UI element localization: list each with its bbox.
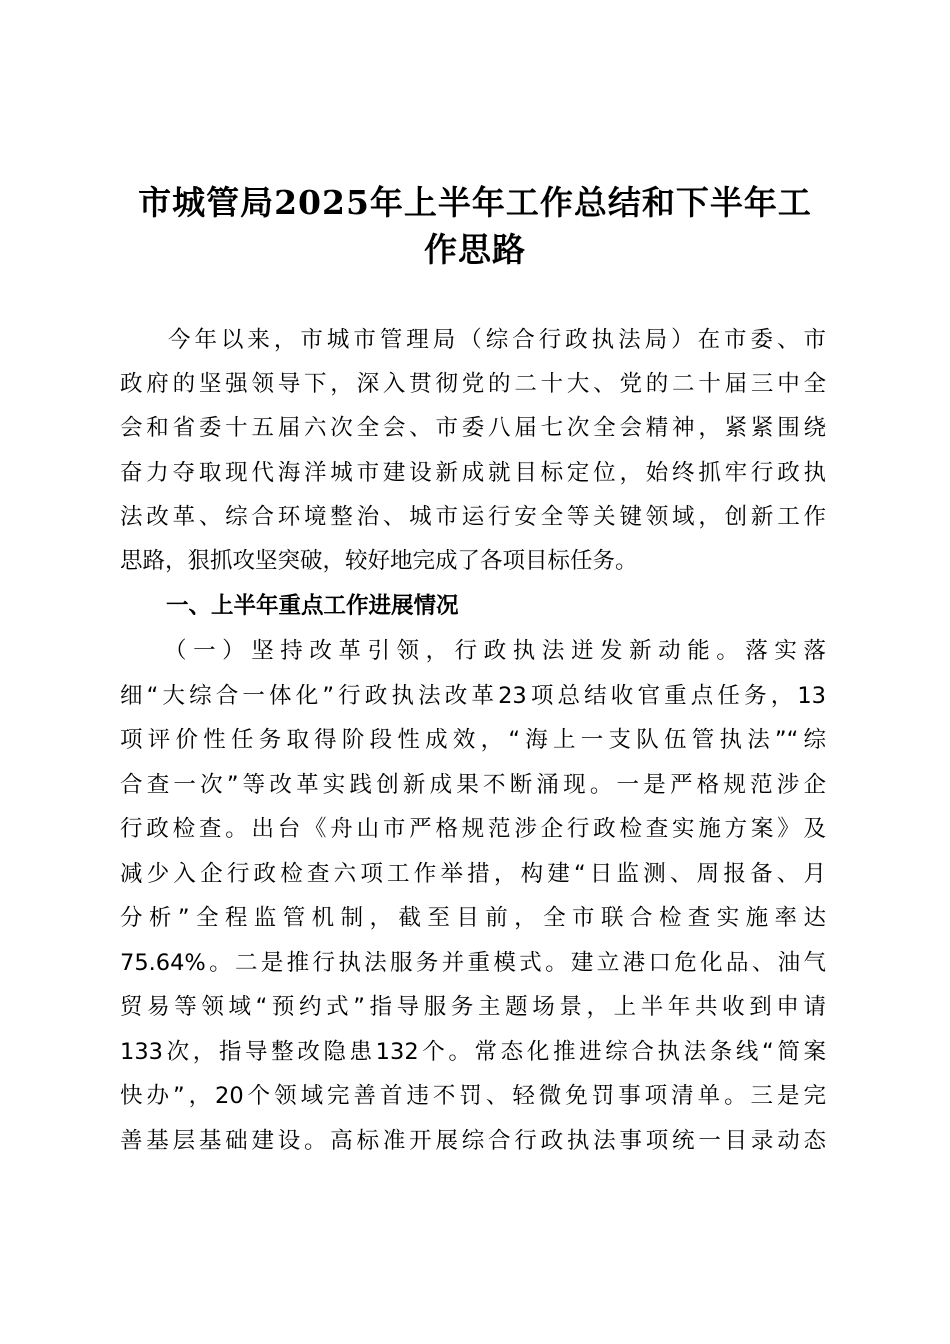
document-title-line-2: 作思路 [424, 230, 526, 269]
section-heading: 一、上半年重点工作进展情况 [166, 593, 459, 619]
intro-line: 今年以来，市城市管理局（综合行政执法局）在市委、市 [168, 327, 826, 353]
section-line: 快办”，20个领域完善首违不罚、轻微免罚事项清单。三是完 [120, 1083, 826, 1109]
section-line: 贸易等领域“预约式”指导服务主题场景，上半年共收到申请 [120, 994, 826, 1020]
section-line: 合查一次”等改革实践创新成果不断涌现。一是严格规范涉企 [120, 772, 826, 798]
section-line: 133次，指导整改隐患132个。常态化推进综合执法条线“简案 [120, 1039, 826, 1065]
section-line: 分析”全程监管机制，截至目前，全市联合检查实施率达 [120, 905, 826, 931]
section-line: 行政检查。出台《舟山市严格规范涉企行政检查实施方案》及 [120, 816, 826, 842]
section-line: 减少入企行政检查六项工作举措，构建“日监测、周报备、月 [120, 861, 826, 887]
section-line: 细“大综合一体化”行政执法改革23项总结收官重点任务，13 [120, 683, 826, 709]
document-title-line-1: 市城管局2025年上半年工作总结和下半年工 [138, 183, 812, 222]
intro-line: 奋力夺取现代海洋城市建设新成就目标定位，始终抓牢行政执 [120, 460, 826, 486]
section-line: （一）坚持改革引领，行政执法迸发新动能。落实落 [164, 638, 826, 664]
section-line: 项评价性任务取得阶段性成效，“海上一支队伍管执法”“综 [120, 727, 826, 753]
intro-line: 思路，狠抓攻坚突破，较好地完成了各项目标任务。 [120, 548, 638, 574]
section-line: 75.64%。二是推行执法服务并重模式。建立港口危化品、油气 [120, 950, 826, 976]
intro-line: 法改革、综合环境整治、城市运行安全等关键领域，创新工作 [120, 504, 826, 530]
section-line: 善基层基础建设。高标准开展综合行政执法事项统一目录动态 [120, 1128, 826, 1154]
intro-line: 会和省委十五届六次全会、市委八届七次全会精神，紧紧围绕 [120, 415, 826, 441]
intro-line: 政府的坚强领导下，深入贯彻党的二十大、党的二十届三中全 [120, 371, 826, 397]
